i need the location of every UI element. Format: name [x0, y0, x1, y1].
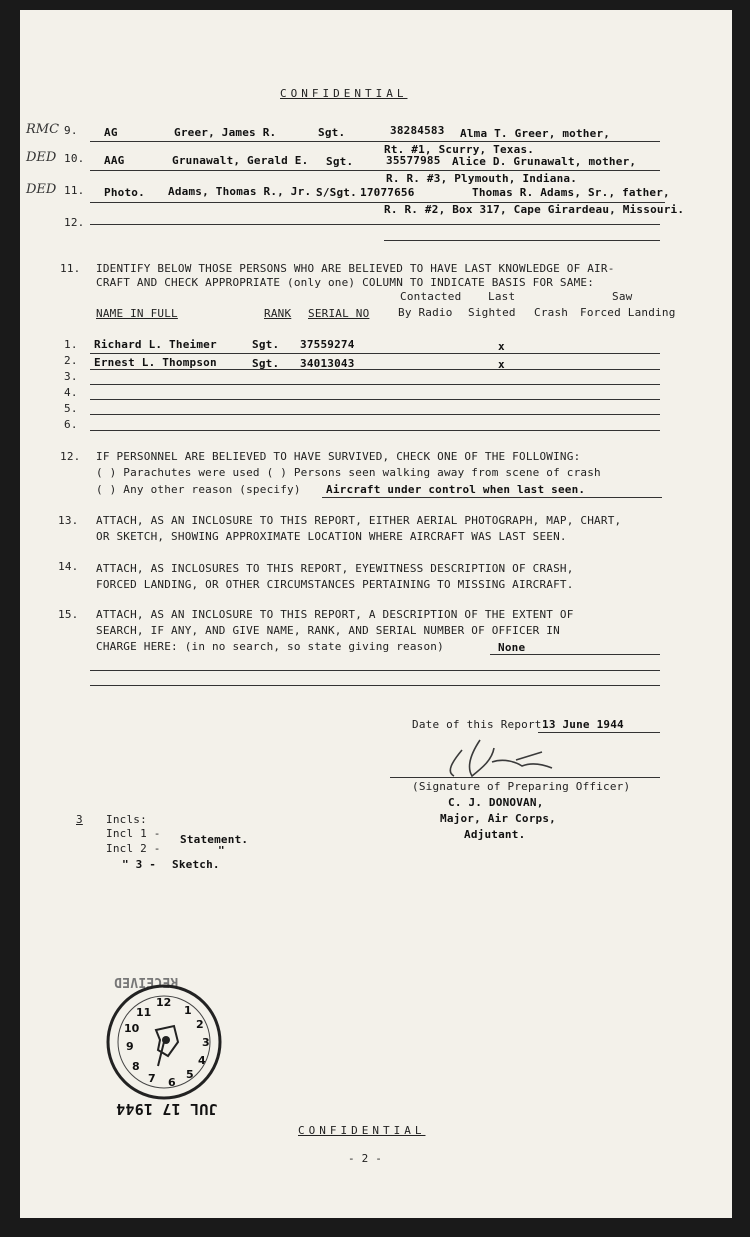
clock-numeral: 2 [196, 1018, 204, 1031]
answer-rule [90, 685, 660, 686]
row-rule [384, 240, 660, 241]
inclosure-item-label: Incl 2 - [106, 842, 161, 855]
crew-name: Adams, Thomas R., Jr. [168, 185, 312, 198]
row-rule [90, 170, 660, 171]
item-number: 15. [58, 608, 79, 621]
column-header: Contacted [400, 290, 462, 303]
officer-name: C. J. DONOVAN, [448, 796, 544, 809]
crew-number: 9. [64, 124, 78, 137]
received-clock-stamp [102, 980, 226, 1104]
crew-duty: AG [104, 126, 118, 139]
signature-rule [390, 777, 660, 778]
crew-kin-name: Alma T. Greer, mother, [460, 127, 611, 140]
witness-number: 2. [64, 354, 78, 367]
row-rule [90, 369, 660, 370]
crew-rank: Sgt. [318, 126, 346, 139]
officer-signature [432, 732, 582, 782]
inclosure-item-value: " [218, 844, 225, 857]
witness-number: 5. [64, 402, 78, 415]
received-stamp-text: RECEIVED [114, 974, 179, 989]
item12-answer: Aircraft under control when last seen. [326, 483, 586, 496]
clock-numeral: 7 [148, 1072, 156, 1085]
item-text-line: ATTACH, AS AN INCLOSURE TO THIS REPORT, A DESCRIPTION OF THE EXTENT OF [96, 608, 574, 621]
crew-serial: 35577985 [386, 154, 441, 167]
item-text-line: SEARCH, IF ANY, AND GIVE NAME, RANK, AND SERIAL NUMBER OF OFFICER IN [96, 624, 560, 637]
row-rule [90, 353, 660, 354]
page-number: - 2 - [348, 1152, 383, 1165]
column-header: By Radio [398, 306, 453, 319]
row-rule [90, 141, 660, 142]
crew-number: 12. [64, 216, 85, 229]
witness-rank: Sgt. [252, 338, 280, 351]
witness-number: 1. [64, 338, 78, 351]
received-stamp-date: JUL 17 1944 [116, 1100, 218, 1118]
item-number: 11. [60, 262, 81, 275]
crew-number: 11. [64, 184, 85, 197]
clock-numeral: 3 [202, 1036, 210, 1049]
column-header: Crash [534, 306, 569, 319]
crew-duty: AAG [104, 154, 125, 167]
clock-numeral: 4 [198, 1054, 206, 1067]
witness-serial: 34013043 [300, 357, 355, 370]
report-date-value: 13 June 1944 [542, 718, 624, 731]
clock-numeral: 6 [168, 1076, 176, 1089]
report-page [20, 10, 732, 1218]
item15-answer: None [498, 641, 526, 654]
crew-rank: Sgt. [326, 155, 354, 168]
witness-number: 6. [64, 418, 78, 431]
item-text-line: ( ) Parachutes were used ( ) Persons seen walking away from scene of crash [96, 466, 601, 479]
column-header: Saw [612, 290, 633, 303]
inclosure-item-label: " 3 - [122, 858, 157, 871]
clock-numeral: 11 [136, 1006, 152, 1019]
clock-numeral: 10 [124, 1022, 140, 1035]
witness-number: 3. [64, 370, 78, 383]
item-text-line: CHARGE HERE: (in no search, so state giving reason) [96, 640, 444, 653]
answer-rule [322, 497, 662, 498]
clock-numeral: 9 [126, 1040, 134, 1053]
column-header: Sighted [468, 306, 516, 319]
crew-status-mark: RMC [26, 122, 60, 137]
row-rule [90, 384, 660, 385]
column-header: Last [488, 290, 516, 303]
column-header: RANK [264, 307, 292, 320]
crew-kin-address: Rt. #1, Scurry, Texas. [384, 143, 535, 156]
clock-numeral: 8 [132, 1060, 140, 1073]
item-text-line: CRAFT AND CHECK APPROPRIATE (only one) COLUMN TO INDICATE BASIS FOR SAME: [96, 276, 595, 289]
inclosure-item-value: Statement. [180, 833, 249, 846]
inclosure-item-value: Sketch. [172, 858, 220, 871]
witness-name: Richard L. Theimer [94, 338, 217, 351]
inclosure-count: 3 [76, 813, 83, 826]
item-text-line: FORCED LANDING, OR OTHER CIRCUMSTANCES PERTAINING TO MISSING AIRCRAFT. [96, 578, 574, 591]
header-classification: CONFIDENTIAL [280, 87, 408, 100]
witness-name: Ernest L. Thompson [94, 356, 217, 369]
crew-name: Greer, James R. [174, 126, 277, 139]
crew-serial: 17077656 [360, 186, 415, 199]
crew-status-mark: DED [26, 182, 57, 197]
item-number: 13. [58, 514, 79, 527]
row-rule [90, 414, 660, 415]
footer-classification: CONFIDENTIAL [298, 1124, 426, 1137]
clock-numeral: 12 [156, 996, 172, 1009]
clock-numeral: 5 [186, 1068, 194, 1081]
answer-rule [490, 654, 660, 655]
item-text-line: OR SKETCH, SHOWING APPROXIMATE LOCATION WHERE AIRCRAFT WAS LAST SEEN. [96, 530, 567, 543]
answer-rule [90, 670, 660, 671]
witness-rank: Sgt. [252, 357, 280, 370]
crew-kin-address: R. R. #3, Plymouth, Indiana. [386, 172, 578, 185]
item-text-line: IDENTIFY BELOW THOSE PERSONS WHO ARE BELIEVED TO HAVE LAST KNOWLEDGE OF AIR- [96, 262, 615, 275]
crew-name: Grunawalt, Gerald E. [172, 154, 309, 167]
officer-rank: Major, Air Corps, [440, 812, 556, 825]
crew-kin-name: Alice D. Grunawalt, mother, [452, 155, 637, 168]
item-text-line: ATTACH, AS AN INCLOSURE TO THIS REPORT, EITHER AERIAL PHOTOGRAPH, MAP, CHART, [96, 514, 622, 527]
item-text-line: IF PERSONNEL ARE BELIEVED TO HAVE SURVIVED, CHECK ONE OF THE FOLLOWING: [96, 450, 581, 463]
column-header: SERIAL NO [308, 307, 370, 320]
witness-number: 4. [64, 386, 78, 399]
column-header: Forced Landing [580, 306, 676, 319]
clock-numeral: 1 [184, 1004, 192, 1017]
witness-check-mark: x [498, 340, 505, 353]
crew-kin-address: R. R. #2, Box 317, Cape Girardeau, Missouri. [384, 203, 685, 216]
row-rule [90, 399, 660, 400]
crew-status-mark: DED [26, 150, 57, 165]
crew-kin-name: Thomas R. Adams, Sr., father, [472, 186, 670, 199]
crew-rank: S/Sgt. [316, 186, 357, 199]
item-text-line: ATTACH, AS INCLOSURES TO THIS REPORT, EYEWITNESS DESCRIPTION OF CRASH, [96, 562, 574, 575]
officer-title: Adjutant. [464, 828, 526, 841]
witness-serial: 37559274 [300, 338, 355, 351]
item-text-line: ( ) Any other reason (specify) [96, 483, 301, 496]
item-number: 12. [60, 450, 81, 463]
report-date-label: Date of this Report [412, 718, 542, 731]
item-number: 14. [58, 560, 79, 573]
column-header: NAME IN FULL [96, 307, 178, 320]
witness-check-mark: x [498, 358, 505, 371]
row-rule [90, 224, 660, 225]
inclosure-label: Incls: [106, 813, 147, 826]
crew-number: 10. [64, 152, 85, 165]
crew-duty: Photo. [104, 186, 145, 199]
crew-serial: 38284583 [390, 124, 445, 137]
row-rule [90, 430, 660, 431]
inclosure-item-label: Incl 1 - [106, 827, 161, 840]
signature-label: (Signature of Preparing Officer) [412, 780, 631, 793]
